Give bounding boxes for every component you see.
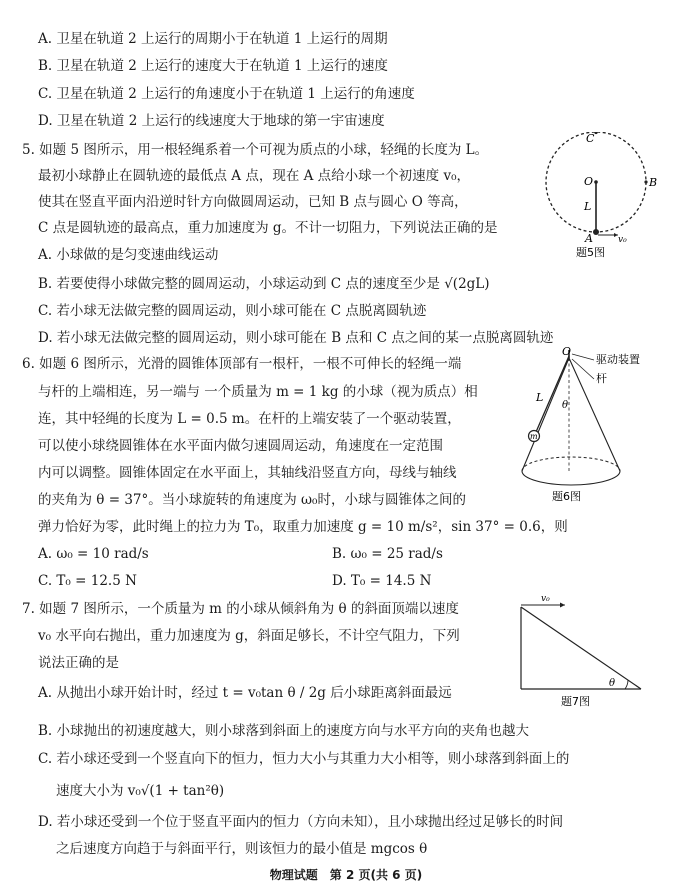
label-l: L xyxy=(584,200,592,213)
q4-option-d: D. 卫星在轨道 2 上运行的线速度大于地球的第一宇宙速度 xyxy=(38,113,385,129)
figure-7 xyxy=(515,593,665,711)
incline-slope xyxy=(521,607,641,689)
figure-6-caption: 题6图 xyxy=(552,490,581,503)
q6-stem-line: 内可以调整。圆锥体固定在水平面上，其轴线沿竖直方向，母线与轴线 xyxy=(38,465,457,481)
label-b: B xyxy=(649,176,658,189)
figure-7-caption: 题7图 xyxy=(561,695,590,708)
cone-right-edge xyxy=(569,358,620,471)
label-rod: 杆 xyxy=(596,372,607,385)
q6-stem-line: 与杆的上端相连，另一端与 一个质量为 m = 1 kg 的小球（视为质点）相 xyxy=(38,384,478,400)
q5-option-d: D. 若小球无法做完整的圆周运动，则小球可能在 B 点和 C 点之间的某一点脱离圆轨迹 xyxy=(38,330,554,346)
figure-6 xyxy=(512,346,680,506)
q6-stem-line: 的夹角为 θ = 37°。当小球旋转的角速度为 ω₀时，小球与圆锥体之间的 xyxy=(38,492,466,508)
q7-stem-line: 说法正确的是 xyxy=(38,655,119,671)
q7-stem-line: 7. 如题 7 图所示，一个质量为 m 的小球从倾斜角为 θ 的斜面顶端以速度 xyxy=(22,601,459,617)
q4-option-c: C. 卫星在轨道 2 上运行的角速度小于在轨道 1 上运行的角速度 xyxy=(38,86,415,102)
center-point xyxy=(594,180,598,184)
label-o: O xyxy=(562,346,572,358)
q6-option-d: D. T₀ = 14.5 N xyxy=(332,573,432,589)
label-theta: θ xyxy=(609,678,616,689)
cone-base-front xyxy=(522,471,620,485)
q7-stem-line: v₀ 水平向右抛出，重力加速度为 g，斜面足够长，不计空气阻力，下列 xyxy=(38,628,460,644)
q6-stem-line: 弹力恰好为零，此时绳上的拉力为 T₀，取重力加速度 g = 10 m/s²，sin 37° = 0.6，则 xyxy=(38,519,568,535)
label-drive-device: 驱动装置 xyxy=(596,353,640,366)
q7-option-b: B. 小球抛出的初速度越大，则小球落到斜面上的速度方向与水平方向的夹角也越大 xyxy=(38,723,530,739)
ball xyxy=(593,229,599,235)
q6-option-a: A. ω₀ = 10 rad/s xyxy=(38,546,149,562)
q5-stem-line: C 点是圆轨迹的最高点，重力加速度为 g。不计一切阻力，下列说法正确的是 xyxy=(38,220,498,236)
angle-arc xyxy=(625,680,628,689)
q7-option-d-continued: 之后速度方向趋于与斜面平行，则该恒力的最小值是 mgcos θ xyxy=(56,841,428,857)
q5-stem-line: 使其在竖直平面内沿逆时针方向做圆周运动，已知 B 点与圆心 O 等高， xyxy=(38,194,468,210)
q7-option-c-continued: 速度大小为 v₀√(1 + tan²θ) xyxy=(56,783,225,799)
q5-option-c: C. 若小球无法做完整的圆周运动，则小球可能在 C 点脱离圆轨迹 xyxy=(38,303,427,319)
cone-base-back xyxy=(522,457,620,471)
figure-5 xyxy=(540,132,660,262)
label-v0: v₀ xyxy=(618,235,627,245)
q6-option-c: C. T₀ = 12.5 N xyxy=(38,573,137,589)
q5-stem-line: 5. 如题 5 图所示，用一根轻绳系着一个可视为质点的小球，轻绳的长度为 L。 xyxy=(22,142,489,158)
q7-option-c: C. 若小球还受到一个竖直向下的恒力，恒力大小与其重力大小相等，则小球落到斜面上的 xyxy=(38,751,570,767)
page-footer: 物理试题 第 2 页(共 6 页) xyxy=(269,868,423,882)
label-l: L xyxy=(536,391,544,404)
q5-stem-line: 最初小球静止在圆轨迹的最低点 A 点，现在 A 点给小球一个初速度 v₀， xyxy=(38,168,470,184)
q6-stem-line: 可以使小球绕圆锥体在水平面内做匀速圆周运动，角速度在一定范围 xyxy=(38,438,443,454)
label-v0: v₀ xyxy=(541,594,550,604)
q7-option-a: A. 从抛出小球开始计时，经过 t = v₀tan θ / 2g 后小球距离斜面最远 xyxy=(38,685,452,701)
q4-option-a: A. 卫星在轨道 2 上运行的周期小于在轨道 1 上运行的周期 xyxy=(38,31,388,47)
label-m: m xyxy=(530,432,538,441)
q5-option-b: B. 若要使得小球做完整的圆周运动，小球运动到 C 点的速度至少是 √(2gL) xyxy=(38,276,490,292)
label-o: O xyxy=(584,175,594,188)
label-theta: θ xyxy=(562,400,569,411)
q6-option-b: B. ω₀ = 25 rad/s xyxy=(332,546,443,562)
label-a: A xyxy=(585,232,593,245)
q6-stem-line: 连，其中轻绳的长度为 L = 0.5 m。在杆的上端安装了一个驱动装置， xyxy=(38,411,461,427)
q6-stem-line: 6. 如题 6 图所示，光滑的圆锥体顶部有一根杆，一根不可伸长的轻绳一端 xyxy=(22,356,462,372)
q5-option-a: A. 小球做的是匀变速曲线运动 xyxy=(38,247,219,263)
cone-left-edge xyxy=(522,358,569,471)
q4-option-b: B. 卫星在轨道 2 上运行的速度大于在轨道 1 上运行的速度 xyxy=(38,58,388,74)
figure-5-caption: 题5图 xyxy=(576,246,605,259)
q7-option-d: D. 若小球还受到一个位于竖直平面内的恒力（方向未知），且小球抛出经过足够长的时间 xyxy=(38,814,564,830)
label-c: C xyxy=(586,132,595,145)
